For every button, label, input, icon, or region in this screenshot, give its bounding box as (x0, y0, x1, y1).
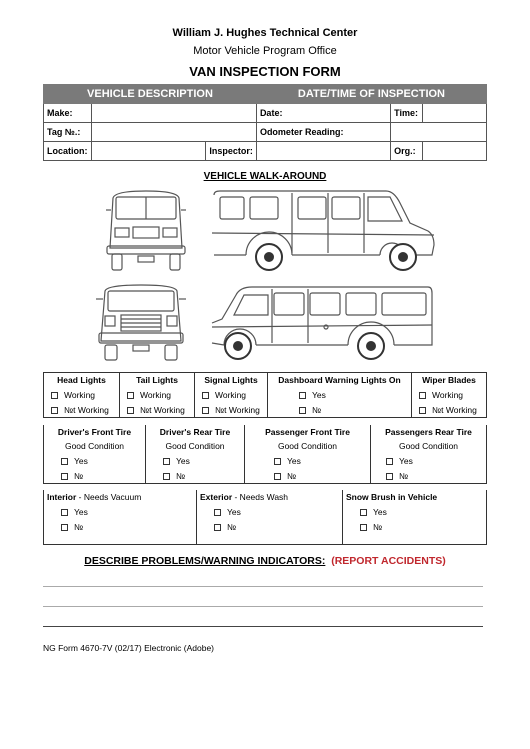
datetime-header: DATE/TIME OF INSPECTION (256, 85, 486, 104)
signal-lights-header: Signal Lights (204, 375, 258, 385)
time-field[interactable] (422, 104, 486, 123)
organization-name: William J. Hughes Technical Center (172, 27, 358, 39)
exterior-yes-checkbox[interactable] (214, 509, 221, 516)
drivers-rear-tire-no-checkbox[interactable] (163, 473, 170, 480)
dashboard-warning-header: Dashboard Warning Lights On (278, 375, 401, 385)
report-accidents-note: (REPORT ACCIDENTS) (331, 555, 446, 567)
time-label: Time: (391, 104, 423, 123)
van-passenger-side-view-icon (208, 283, 436, 363)
signal-lights-working-checkbox[interactable] (202, 392, 209, 399)
make-label: Make: (44, 104, 92, 123)
walkaround-title: VEHICLE WALK-AROUND (203, 171, 327, 182)
odometer-field[interactable] (391, 123, 487, 142)
lights-section: Head Lights Working №t Working Tail Lights Working №t Working Signal Lights Working №t Working Dashboard Warning Lights On Yes № Wiper Blades Working №t Working (43, 372, 487, 418)
passengers-rear-tire-yes-checkbox[interactable] (386, 458, 393, 465)
dashboard-warning-yes-checkbox[interactable] (299, 392, 306, 399)
passenger-front-tire-no-checkbox[interactable] (274, 473, 281, 480)
head-lights-not-working-checkbox[interactable] (51, 407, 58, 414)
date-field[interactable] (256, 104, 390, 123)
drivers-front-tire-no-checkbox[interactable] (61, 473, 68, 480)
head-lights-header: Head Lights (57, 375, 106, 385)
form-number: NG Form 4670-7V (02/17) Electronic (Adobe) (43, 643, 215, 653)
drivers-front-tire-yes-checkbox[interactable] (61, 458, 68, 465)
wiper-blades-not-working-checkbox[interactable] (419, 407, 426, 414)
passenger-front-tire-yes-checkbox[interactable] (274, 458, 281, 465)
signal-lights-not-working-checkbox[interactable] (202, 407, 209, 414)
tail-lights-not-working-checkbox[interactable] (127, 407, 134, 414)
passengers-rear-tire-header: Passengers Rear Tire (385, 427, 472, 437)
tag-field[interactable] (91, 123, 256, 142)
location-label: Location: (44, 142, 92, 161)
snow-brush-header: Snow Brush in Vehicle (346, 492, 438, 502)
exterior-no-checkbox[interactable] (214, 524, 221, 531)
org-label: Org.: (391, 142, 423, 161)
date-label: Date: (259, 108, 283, 118)
vehicle-info-table (43, 84, 487, 161)
passenger-front-tire-header: Passenger Front Tire (265, 427, 350, 437)
inspector-label: Inspector: (206, 142, 257, 161)
office-name: Motor Vehicle Program Office (193, 45, 337, 57)
inspector-field[interactable] (256, 142, 390, 161)
interior-header: Interior - Needs Vacuum (47, 492, 142, 502)
problems-line-3[interactable] (43, 626, 483, 627)
tires-section: Driver's Front Tire Good Condition Yes № Driver's Rear Tire Good Condition Yes № Passenger Front Tire Good Condition Yes № Passengers Rear Tire Good Condition Yes № (43, 425, 487, 484)
problems-line-2[interactable] (43, 606, 483, 607)
drivers-front-tire-header: Driver's Front Tire (57, 427, 132, 437)
make-field[interactable] (91, 104, 256, 123)
tail-lights-header: Tail Lights (136, 375, 178, 385)
form-title: VAN INSPECTION FORM (189, 64, 341, 79)
org-field[interactable] (422, 142, 486, 161)
wiper-blades-working-checkbox[interactable] (419, 392, 426, 399)
van-front-view-icon (103, 188, 189, 274)
describe-problems-heading: DESCRIBE PROBLEMS/WARNING INDICATORS: (REPORT ACCIDENTS) (84, 555, 446, 567)
van-driver-side-view-icon (208, 189, 436, 273)
snow-brush-no-checkbox[interactable] (360, 524, 367, 531)
interior-no-checkbox[interactable] (61, 524, 68, 531)
exterior-header: Exterior - Needs Wash (200, 492, 289, 502)
passengers-rear-tire-no-checkbox[interactable] (386, 473, 393, 480)
snow-brush-yes-checkbox[interactable] (360, 509, 367, 516)
van-rear-view-icon (95, 283, 187, 363)
tag-label: Tag №.: (44, 123, 92, 142)
location-field[interactable] (91, 142, 206, 161)
drivers-rear-tire-header: Driver's Rear Tire (159, 427, 231, 437)
vehicle-description-header: VEHICLE DESCRIPTION (44, 85, 257, 104)
interior-yes-checkbox[interactable] (61, 509, 68, 516)
drivers-rear-tire-yes-checkbox[interactable] (163, 458, 170, 465)
wiper-blades-header: Wiper Blades (422, 375, 476, 385)
tail-lights-working-checkbox[interactable] (127, 392, 134, 399)
cleaning-section: Interior - Needs Vacuum Yes № Exterior - Needs Wash Yes № Snow Brush in Vehicle Yes № (43, 490, 487, 545)
head-lights-working-checkbox[interactable] (51, 392, 58, 399)
dashboard-warning-no-checkbox[interactable] (299, 407, 306, 414)
odometer-label: Odometer Reading: (256, 123, 390, 142)
problems-line-1[interactable] (43, 586, 483, 587)
